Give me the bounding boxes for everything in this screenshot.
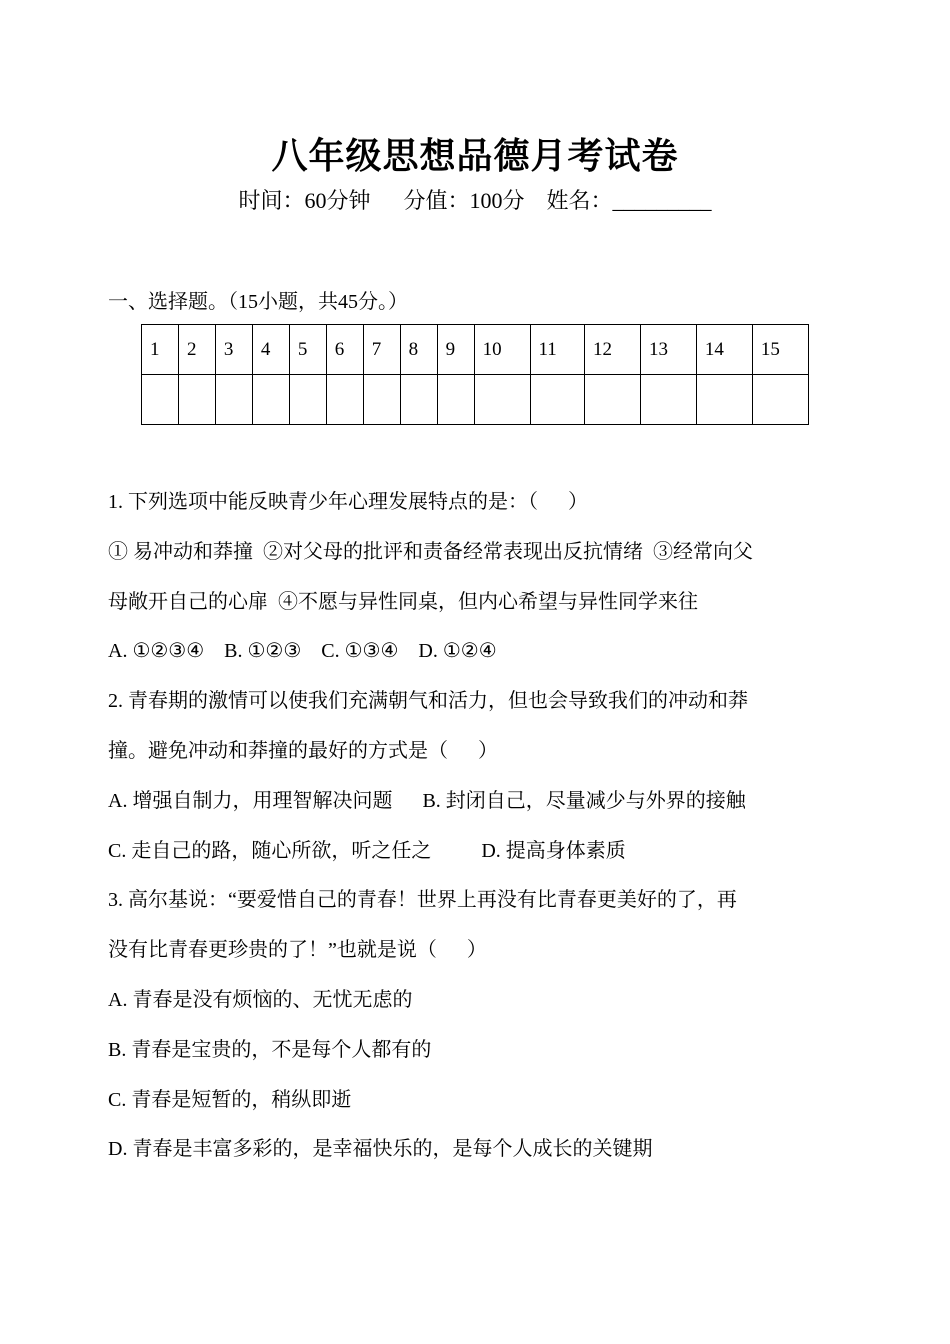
grid-number-cell: 9: [437, 325, 474, 375]
grid-number-cell: 13: [640, 325, 696, 375]
grid-answer-cell[interactable]: [437, 375, 474, 425]
question-1-options: A. ①②③④ B. ①②③ C. ①③④ D. ①②④: [108, 640, 497, 663]
question-3-option-c: C. 青春是短暂的，稍纵即逝: [108, 1088, 352, 1111]
question-2-stem-cont: 撞。避免冲动和莽撞的最好的方式是（ ）: [108, 739, 498, 762]
question-2-stem: 2. 青春期的激情可以使我们充满朝气和活力，但也会导致我们的冲动和莽: [108, 690, 748, 713]
grid-answer-cell[interactable]: [585, 375, 641, 425]
question-3-option-d: D. 青春是丰富多彩的，是幸福快乐的，是每个人成长的关键期: [108, 1138, 653, 1161]
question-3-option-a: A. 青春是没有烦恼的、无忧无虑的: [108, 988, 413, 1011]
grid-number-cell: 1: [142, 325, 179, 375]
grid-answer-cell[interactable]: [363, 375, 400, 425]
grid-answer-cell[interactable]: [474, 375, 530, 425]
questions-block: [108, 478, 848, 1175]
grid-answer-cell[interactable]: [696, 375, 752, 425]
grid-number-cell: 12: [585, 325, 641, 375]
question-2-options-cd: C. 走自己的路，随心所欲，听之任之 D. 提高身体素质: [108, 839, 626, 862]
grid-number-cell: 7: [363, 325, 400, 375]
grid-number-cell: 3: [215, 325, 252, 375]
grid-number-cell: 8: [400, 325, 437, 375]
question-3-stem-cont: 没有比青春更珍贵的了！”也就是说（ ）: [108, 939, 487, 962]
answer-grid-answer-row: [142, 375, 809, 425]
grid-answer-cell[interactable]: [640, 375, 696, 425]
grid-number-cell: 10: [474, 325, 530, 375]
exam-info: 时间：60分钟 分值：100分 姓名：_________: [238, 188, 712, 213]
grid-number-cell: 6: [326, 325, 363, 375]
grid-answer-cell[interactable]: [289, 375, 326, 425]
grid-answer-cell[interactable]: [326, 375, 363, 425]
question-3-stem: 3. 高尔基说：“要爱惜自己的青春！世界上再没有比青春更美好的了，再: [108, 889, 737, 912]
grid-number-cell: 11: [530, 325, 585, 375]
grid-number-cell: 5: [289, 325, 326, 375]
question-1-statements-cont: 母敞开自己的心扉 ④不愿与异性同桌，但内心希望与异性同学来往: [108, 590, 698, 613]
grid-answer-cell[interactable]: [400, 375, 437, 425]
question-1-statements: ① 易冲动和莽撞 ②对父母的批评和责备经常表现出反抗情绪 ③经常向父: [108, 540, 753, 563]
page-title: 八年级思想品德月考试卷: [271, 136, 679, 176]
answer-grid-number-row: [142, 325, 809, 375]
grid-answer-cell[interactable]: [530, 375, 585, 425]
question-2-options-ab: A. 增强自制力，用理智解决问题 B. 封闭自己，尽量减少与外界的接触: [108, 789, 746, 812]
question-3-option-b: B. 青春是宝贵的，不是每个人都有的: [108, 1038, 432, 1061]
grid-number-cell: 14: [696, 325, 752, 375]
grid-answer-cell[interactable]: [252, 375, 289, 425]
grid-answer-cell[interactable]: [215, 375, 252, 425]
section-heading: 一、选择题。（15小题，共45分。）: [108, 291, 408, 313]
grid-number-cell: 4: [252, 325, 289, 375]
grid-answer-cell[interactable]: [752, 375, 808, 425]
answer-grid: [141, 324, 809, 425]
grid-number-cell: 2: [178, 325, 215, 375]
grid-answer-cell[interactable]: [142, 375, 179, 425]
grid-answer-cell[interactable]: [178, 375, 215, 425]
grid-number-cell: 15: [752, 325, 808, 375]
question-1-stem: 1. 下列选项中能反映青少年心理发展特点的是：（ ）: [108, 491, 588, 513]
